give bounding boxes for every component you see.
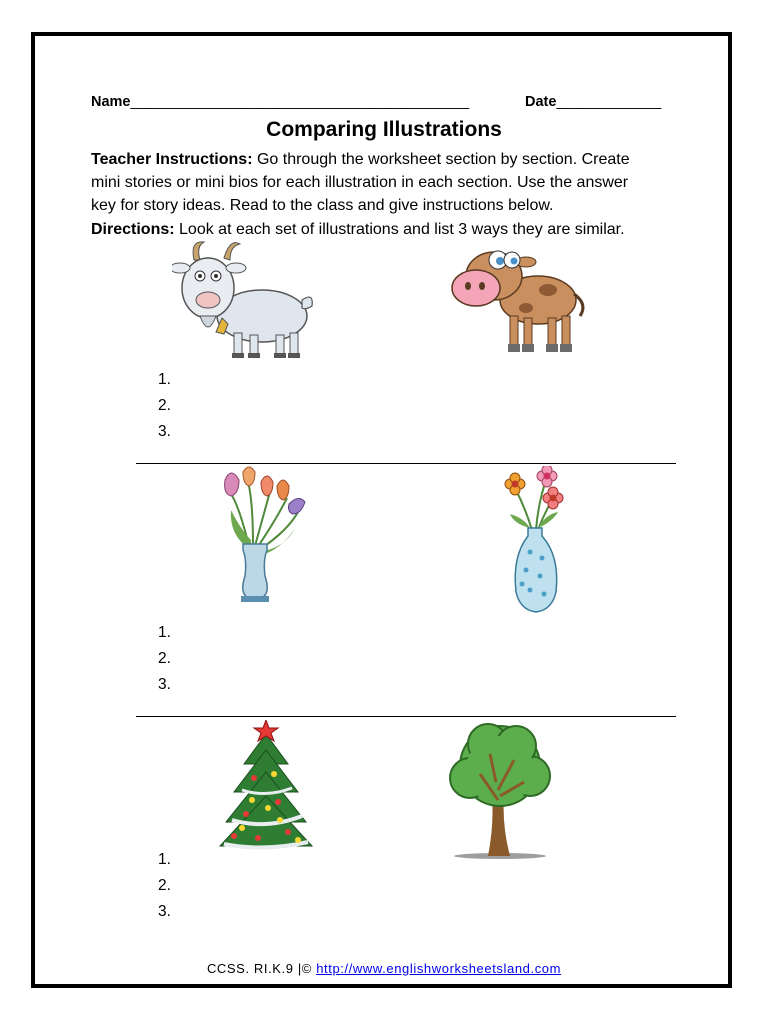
section-3-item-2: 2. <box>158 877 171 894</box>
teacher-instructions-line-2: mini stories or mini bios for each illustration in each section. Use the answer <box>91 174 629 191</box>
section-2-item-2: 2. <box>158 650 171 667</box>
green-tree-illustration <box>448 720 552 860</box>
section-1-item-2: 2. <box>158 397 171 414</box>
section-3-item-3: 3. <box>158 903 171 920</box>
directions-label: Directions: <box>91 221 175 238</box>
website-link[interactable]: http://www.englishworksheetsland.com <box>316 961 562 976</box>
flowers-dotted-vase-illustration <box>500 466 570 614</box>
footer <box>0 961 768 976</box>
section-1-item-1: 1. <box>158 371 171 388</box>
tulips-vase-illustration <box>215 466 310 606</box>
teacher-instructions-line-1: Teacher Instructions: Go through the worksheet section by section. Create <box>91 151 630 168</box>
date-label: Date <box>525 94 557 110</box>
date-blank: _____________ <box>556 94 662 110</box>
section-2-item-1: 1. <box>158 624 171 641</box>
name-label: Name <box>91 94 131 110</box>
name-field[interactable] <box>91 94 469 110</box>
goat-illustration <box>172 238 317 363</box>
standard-label: CCSS. RI.K.9 |© <box>206 961 317 976</box>
teacher-instructions-label: Teacher Instructions: <box>91 151 253 168</box>
date-field[interactable] <box>525 94 661 110</box>
christmas-tree-illustration <box>218 720 314 852</box>
section-1-item-3: 3. <box>158 423 171 440</box>
section-2-item-3: 3. <box>158 676 171 693</box>
teacher-instructions-line-3: key for story ideas. Read to the class and give instructions below. <box>91 197 554 214</box>
calf-illustration <box>448 238 588 360</box>
section-3-item-1: 1. <box>158 851 171 868</box>
section-divider-2 <box>136 716 676 717</box>
name-blank: __________________________________________ <box>130 94 470 110</box>
directions-line: Directions: Look at each set of illustrations and list 3 ways they are similar. <box>91 221 625 238</box>
section-divider-1 <box>136 463 676 464</box>
page-title: Comparing Illustrations <box>266 118 502 141</box>
